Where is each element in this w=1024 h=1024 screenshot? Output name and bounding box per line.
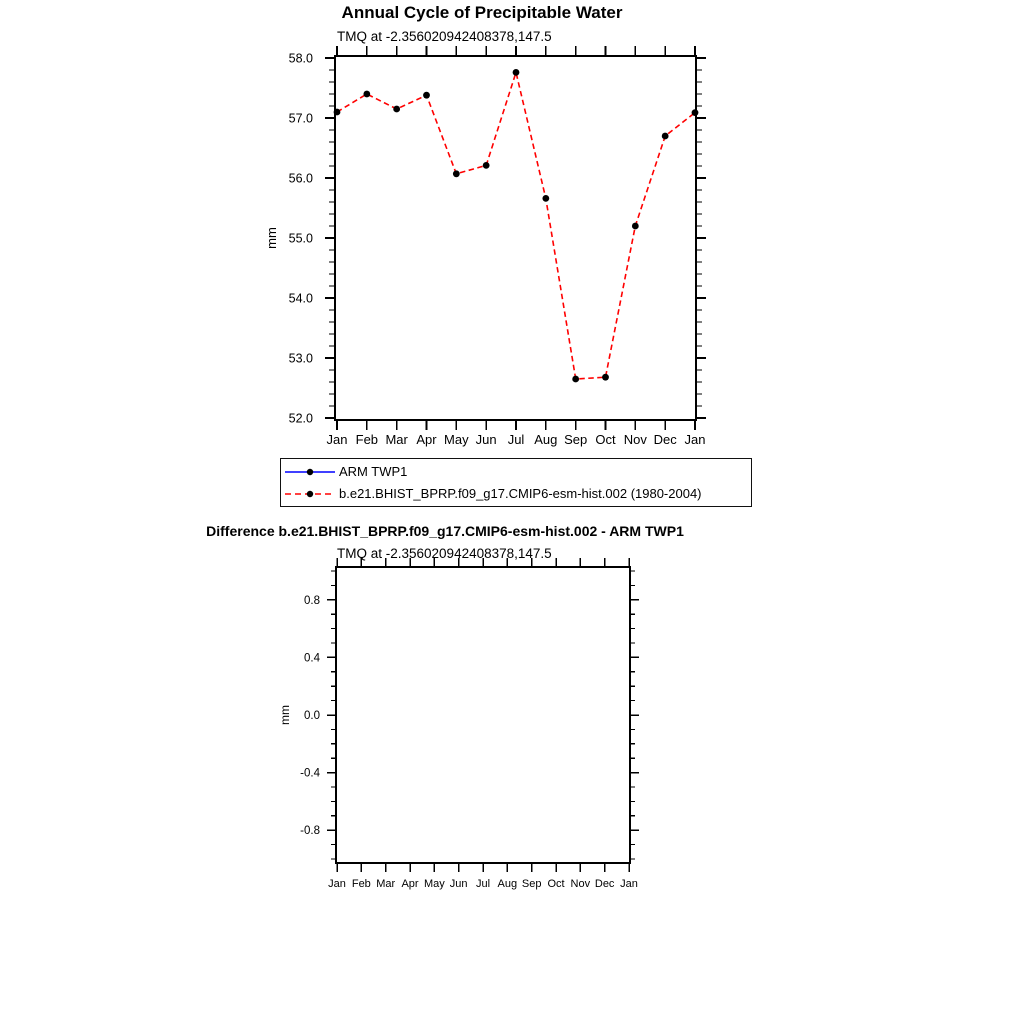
legend-line-sample-dashed <box>283 486 337 502</box>
y-axis-label: mm <box>278 705 292 725</box>
svg-text:-0.8: -0.8 <box>300 825 320 838</box>
data-point <box>334 109 341 116</box>
difference-chart-subtitle: TMQ at -2.356020942408378,147.5 <box>337 546 552 561</box>
svg-text:Mar: Mar <box>376 878 396 890</box>
data-point <box>393 106 400 113</box>
data-point <box>423 92 430 99</box>
data-point <box>453 170 460 177</box>
data-point <box>692 109 699 116</box>
svg-text:52.0: 52.0 <box>288 411 313 426</box>
svg-text:Jan: Jan <box>620 878 638 890</box>
legend-line-sample-solid <box>283 464 337 480</box>
svg-text:Aug: Aug <box>497 878 518 890</box>
svg-text:May: May <box>444 432 469 447</box>
svg-text:Feb: Feb <box>355 432 379 447</box>
y-tick-labels <box>300 595 320 837</box>
data-point <box>363 91 370 98</box>
difference-chart-title: Difference b.e21.BHIST_BPRP.f09_g17.CMIP6-esm-hist.002 - ARM TWP1 <box>206 523 684 539</box>
y-axis-label: mm <box>264 227 279 249</box>
svg-text:Aug: Aug <box>534 432 558 447</box>
top-chart-subtitle: TMQ at -2.356020942408378,147.5 <box>337 29 552 44</box>
svg-text:57.0: 57.0 <box>288 111 313 126</box>
y-tick-labels <box>289 51 313 425</box>
svg-text:Oct: Oct <box>547 878 565 890</box>
x-tick-labels <box>328 878 638 890</box>
series-line-1 <box>337 72 695 379</box>
legend-marker-dot <box>307 490 313 496</box>
legend-label-model: b.e21.BHIST_BPRP.f09_g17.CMIP6-esm-hist.002 (1980-2004) <box>339 486 702 501</box>
legend-box <box>280 458 752 507</box>
legend-entry-model <box>283 483 751 505</box>
svg-text:Dec: Dec <box>594 878 615 890</box>
svg-text:Jun: Jun <box>475 432 497 447</box>
axis-ticks <box>325 46 706 430</box>
data-point <box>662 133 669 140</box>
svg-text:Jan: Jan <box>328 878 346 890</box>
svg-text:Nov: Nov <box>623 432 647 447</box>
data-point <box>602 374 609 381</box>
legend-marker-dot <box>307 468 313 474</box>
data-point <box>483 162 490 169</box>
svg-text:Jan: Jan <box>684 432 706 447</box>
data-point <box>542 195 549 202</box>
data-point <box>632 223 639 230</box>
x-tick-labels <box>327 432 706 447</box>
plot-frame <box>336 567 630 863</box>
svg-text:0.0: 0.0 <box>304 710 320 723</box>
svg-text:Jan: Jan <box>326 432 348 447</box>
svg-text:Jul: Jul <box>507 432 525 447</box>
svg-text:Sep: Sep <box>521 878 542 890</box>
svg-text:Dec: Dec <box>653 432 677 447</box>
svg-text:Sep: Sep <box>564 432 588 447</box>
svg-text:Mar: Mar <box>385 432 408 447</box>
data-point <box>572 376 579 383</box>
svg-text:May: May <box>423 878 445 890</box>
svg-text:Jun: Jun <box>449 878 468 890</box>
svg-text:55.0: 55.0 <box>288 231 313 246</box>
top-chart-title: Annual Cycle of Precipitable Water <box>341 3 623 22</box>
axis-ticks <box>327 558 639 872</box>
data-point <box>513 69 520 76</box>
svg-text:0.4: 0.4 <box>304 652 320 665</box>
svg-text:Jul: Jul <box>475 878 491 890</box>
svg-text:0.8: 0.8 <box>304 594 320 607</box>
plot-frame <box>335 56 696 420</box>
svg-text:54.0: 54.0 <box>288 291 313 306</box>
svg-text:Feb: Feb <box>351 878 371 890</box>
svg-text:Oct: Oct <box>595 432 616 447</box>
svg-text:Nov: Nov <box>570 878 591 890</box>
svg-text:58.0: 58.0 <box>288 51 313 66</box>
svg-text:56.0: 56.0 <box>288 171 313 186</box>
svg-text:Apr: Apr <box>401 878 419 890</box>
legend-entry-obs <box>283 461 751 483</box>
svg-text:-0.4: -0.4 <box>300 767 320 780</box>
svg-text:Apr: Apr <box>416 432 437 447</box>
svg-text:53.0: 53.0 <box>288 351 313 366</box>
legend-label-obs: ARM TWP1 <box>339 464 408 479</box>
